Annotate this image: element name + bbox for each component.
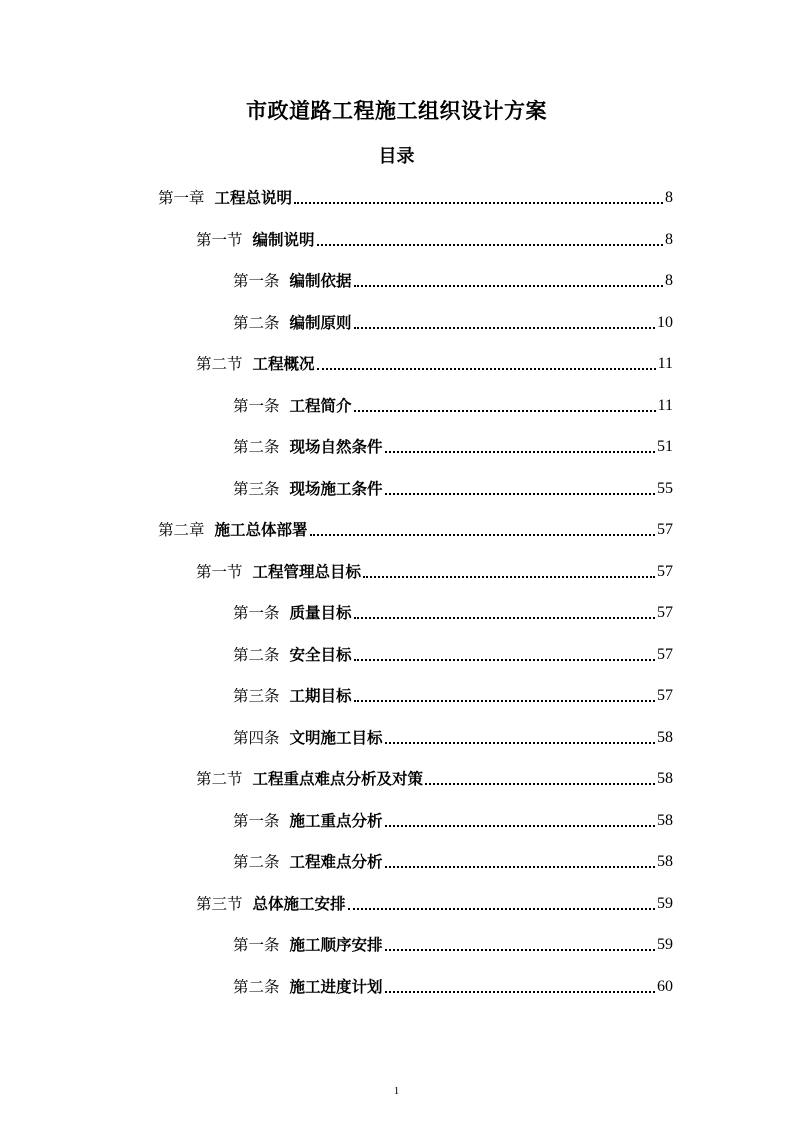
toc-entry-title: 编制原则 — [289, 314, 352, 332]
dot-leader — [385, 451, 655, 453]
toc-entry-number: 第二章 — [158, 521, 205, 539]
toc-entry-title: 总体施工安排 — [252, 895, 346, 913]
toc-heading: 目录 — [378, 146, 415, 167]
toc-entry-title: 安全目标 — [289, 646, 352, 664]
toc-entry[interactable] — [196, 768, 673, 790]
toc-entry-page: 11 — [657, 355, 673, 372]
toc-entry[interactable] — [233, 602, 673, 624]
toc-entry-page: 10 — [657, 314, 673, 331]
dot-leader — [363, 576, 655, 578]
toc-entry-number: 第二节 — [196, 770, 243, 788]
toc-entry-number: 第一条 — [233, 812, 280, 830]
dot-leader — [385, 493, 655, 495]
toc-entry-number: 第一条 — [233, 397, 280, 415]
dot-leader — [310, 534, 655, 536]
toc-entry-title: 工期目标 — [289, 687, 352, 705]
toc-entry-title: 工程简介 — [289, 397, 352, 415]
toc-entry-title: 施工顺序安排 — [289, 936, 383, 954]
toc-entry-title: 工程总说明 — [214, 189, 293, 207]
toc-entry-title: 工程概况 — [252, 355, 315, 373]
toc-entry-title: 工程重点难点分析及对策 — [252, 770, 424, 788]
toc-entry-title: 文明施工目标 — [289, 729, 383, 747]
toc-entry-number: 第三条 — [233, 480, 280, 498]
toc-entry-title: 编制依据 — [289, 272, 352, 290]
toc-entry-page: 60 — [657, 978, 673, 995]
toc-entry-title: 施工进度计划 — [289, 978, 383, 996]
toc-entry-page: 58 — [657, 770, 673, 787]
toc-entry-title: 质量目标 — [289, 604, 352, 622]
dot-leader — [385, 825, 655, 827]
toc-entry-number: 第二节 — [196, 355, 243, 373]
toc-entry-page: 58 — [657, 812, 673, 829]
toc-entry-title: 现场施工条件 — [289, 480, 383, 498]
toc-entry-number: 第三条 — [233, 687, 280, 705]
document-title: 市政道路工程施工组织设计方案 — [246, 99, 547, 123]
toc-entry[interactable] — [233, 934, 673, 956]
toc-entry[interactable] — [233, 644, 673, 666]
toc-entry-page: 55 — [657, 480, 673, 497]
dot-leader — [385, 991, 655, 993]
toc-entry[interactable] — [233, 312, 673, 334]
dot-leader — [354, 410, 656, 412]
toc-entry-page: 57 — [657, 521, 673, 538]
toc-entry-page: 58 — [657, 729, 673, 746]
toc-entry[interactable] — [233, 395, 673, 417]
toc-entry-page: 51 — [657, 438, 673, 455]
toc-entry-number: 第二条 — [233, 314, 280, 332]
dot-leader — [317, 368, 656, 370]
toc-entry-number: 第二条 — [233, 978, 280, 996]
toc-entry-number: 第二条 — [233, 853, 280, 871]
toc-entry[interactable] — [158, 187, 673, 209]
dot-leader — [385, 866, 655, 868]
toc-entry[interactable] — [233, 976, 673, 998]
toc-entry-page: 8 — [665, 272, 673, 289]
dot-leader — [354, 617, 655, 619]
toc-entry-page: 8 — [665, 231, 673, 248]
toc-entry-page: 59 — [657, 936, 673, 953]
toc-entry-number: 第一章 — [158, 189, 205, 207]
toc-entry-page: 57 — [657, 687, 673, 704]
toc-entry[interactable] — [196, 353, 673, 375]
dot-leader — [317, 244, 663, 246]
toc-entry-page: 57 — [657, 563, 673, 580]
dot-leader — [348, 908, 655, 910]
dot-leader — [354, 659, 655, 661]
toc-entry-number: 第二条 — [233, 646, 280, 664]
toc-entry-title: 工程难点分析 — [289, 853, 383, 871]
toc-entry-number: 第三节 — [196, 895, 243, 913]
toc-entry-title: 施工总体部署 — [214, 521, 308, 539]
toc-entry[interactable] — [233, 685, 673, 707]
dot-leader — [354, 285, 663, 287]
toc-entry-title: 工程管理总目标 — [252, 563, 362, 581]
toc-entry-title: 现场自然条件 — [289, 438, 383, 456]
toc-entry-title: 编制说明 — [252, 231, 315, 249]
dot-leader — [385, 742, 655, 744]
dot-leader — [294, 202, 663, 204]
toc-entry-number: 第一节 — [196, 563, 243, 581]
toc-entry[interactable] — [233, 727, 673, 749]
toc-entry-number: 第一节 — [196, 231, 243, 249]
toc-entry[interactable] — [233, 810, 673, 832]
dot-leader — [354, 327, 655, 329]
toc-entry-number: 第一条 — [233, 936, 280, 954]
toc-entry[interactable] — [196, 561, 673, 583]
toc-entry[interactable] — [233, 851, 673, 873]
toc-entry[interactable] — [233, 270, 673, 292]
toc-entry-page: 59 — [657, 895, 673, 912]
toc-entry[interactable] — [158, 519, 673, 541]
dot-leader — [385, 949, 655, 951]
toc-entry-number: 第一条 — [233, 604, 280, 622]
toc-entry-number: 第四条 — [233, 729, 280, 747]
toc-entry[interactable] — [233, 478, 673, 500]
toc-entry[interactable] — [233, 436, 673, 458]
toc-entry-title: 施工重点分析 — [289, 812, 383, 830]
toc-entry-page: 57 — [657, 646, 673, 663]
toc-entry-page: 57 — [657, 604, 673, 621]
toc-entry[interactable] — [196, 229, 673, 251]
toc-entry[interactable] — [196, 893, 673, 915]
dot-leader — [354, 700, 655, 702]
toc-entry-page: 11 — [657, 397, 673, 414]
toc-entry-number: 第二条 — [233, 438, 280, 456]
toc-entry-page: 58 — [657, 853, 673, 870]
toc-entry-number: 第一条 — [233, 272, 280, 290]
page-number: 1 — [393, 1085, 400, 1097]
dot-leader — [425, 783, 655, 785]
toc-entry-page: 8 — [665, 189, 673, 206]
